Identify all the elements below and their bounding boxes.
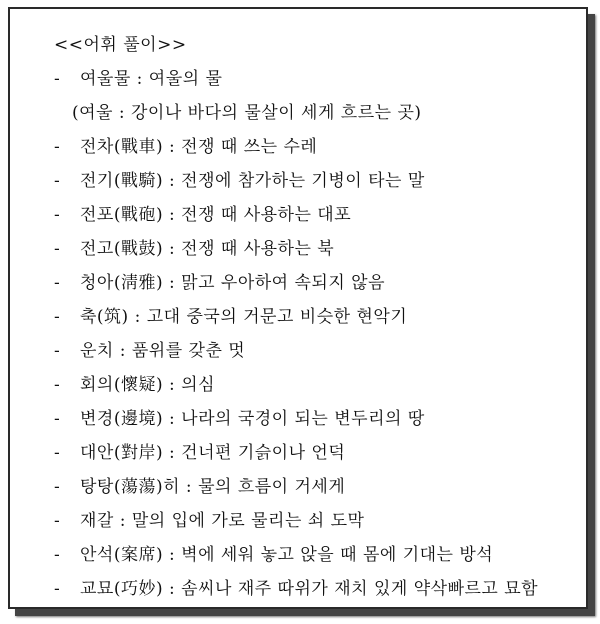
entry-text: 재갈 : 말의 입에 가로 물리는 쇠 도막 [80, 511, 365, 531]
entry-text: 청아(淸雅) : 맑고 우아하여 속되지 않음 [80, 273, 385, 293]
list-item [54, 443, 576, 463]
dash-marker: - [54, 137, 61, 157]
dash-marker: - [54, 443, 61, 463]
dash-marker: - [54, 375, 61, 395]
entry-text: 전기(戰騎) : 전쟁에 참가하는 기병이 타는 말 [80, 171, 425, 191]
list-item [54, 239, 576, 259]
dash-marker: - [54, 273, 61, 293]
list-item [54, 273, 576, 293]
dash-marker: - [54, 477, 61, 497]
vocabulary-list [54, 35, 576, 613]
list-heading: <<어휘 풀이>> [54, 35, 187, 55]
entry-text: 변경(邊境) : 나라의 국경이 되는 변두리의 땅 [80, 409, 425, 429]
entry-text: 대안(對岸) : 건너편 기슭이나 언덕 [80, 443, 346, 463]
entry-text: 회의(懷疑) : 의심 [80, 375, 215, 395]
dash-marker: - [54, 69, 61, 89]
entry-text: 축(筑) : 고대 중국의 거문고 비슷한 현악기 [80, 307, 408, 327]
entry-text: 전고(戰鼓) : 전쟁 때 사용하는 북 [80, 239, 335, 259]
dash-marker: - [54, 171, 61, 191]
list-item [54, 579, 576, 599]
list-item [54, 511, 576, 531]
dash-marker: - [54, 409, 61, 429]
list-item [54, 307, 576, 327]
dash-marker: - [54, 205, 61, 225]
list-item-note [54, 103, 576, 123]
dash-marker: - [54, 511, 61, 531]
list-item [54, 409, 576, 429]
entry-text: 전차(戰車) : 전쟁 때 쓰는 수레 [80, 137, 318, 157]
entry-text: 안석(案席) : 벽에 세워 놓고 앉을 때 몸에 기대는 방석 [80, 545, 494, 565]
dash-marker: - [54, 239, 61, 259]
dash-marker: - [54, 341, 61, 361]
entry-text: (여울 : 강이나 바다의 물살이 세게 흐르는 곳) [72, 103, 422, 123]
list-item [54, 477, 576, 497]
document-frame [8, 7, 588, 609]
dash-marker: - [54, 545, 61, 565]
list-item [54, 137, 576, 157]
entry-text: 교묘(巧妙) : 솜씨나 재주 따위가 재치 있게 약삭빠르고 묘함 [80, 579, 539, 599]
entry-text: 탕탕(蕩蕩)히 : 물의 흐름이 거세게 [80, 477, 346, 497]
entry-text: 전포(戰砲) : 전쟁 때 사용하는 대포 [80, 205, 352, 225]
list-item [54, 341, 576, 361]
list-item [54, 69, 576, 89]
dash-marker: - [54, 579, 61, 599]
entry-text: 여울물 : 여울의 물 [80, 69, 223, 89]
entry-text: 운치 : 품위를 갖춘 멋 [80, 341, 246, 361]
list-item [54, 205, 576, 225]
list-item [54, 375, 576, 395]
list-item [54, 171, 576, 191]
list-item [54, 545, 576, 565]
dash-marker: - [54, 307, 61, 327]
